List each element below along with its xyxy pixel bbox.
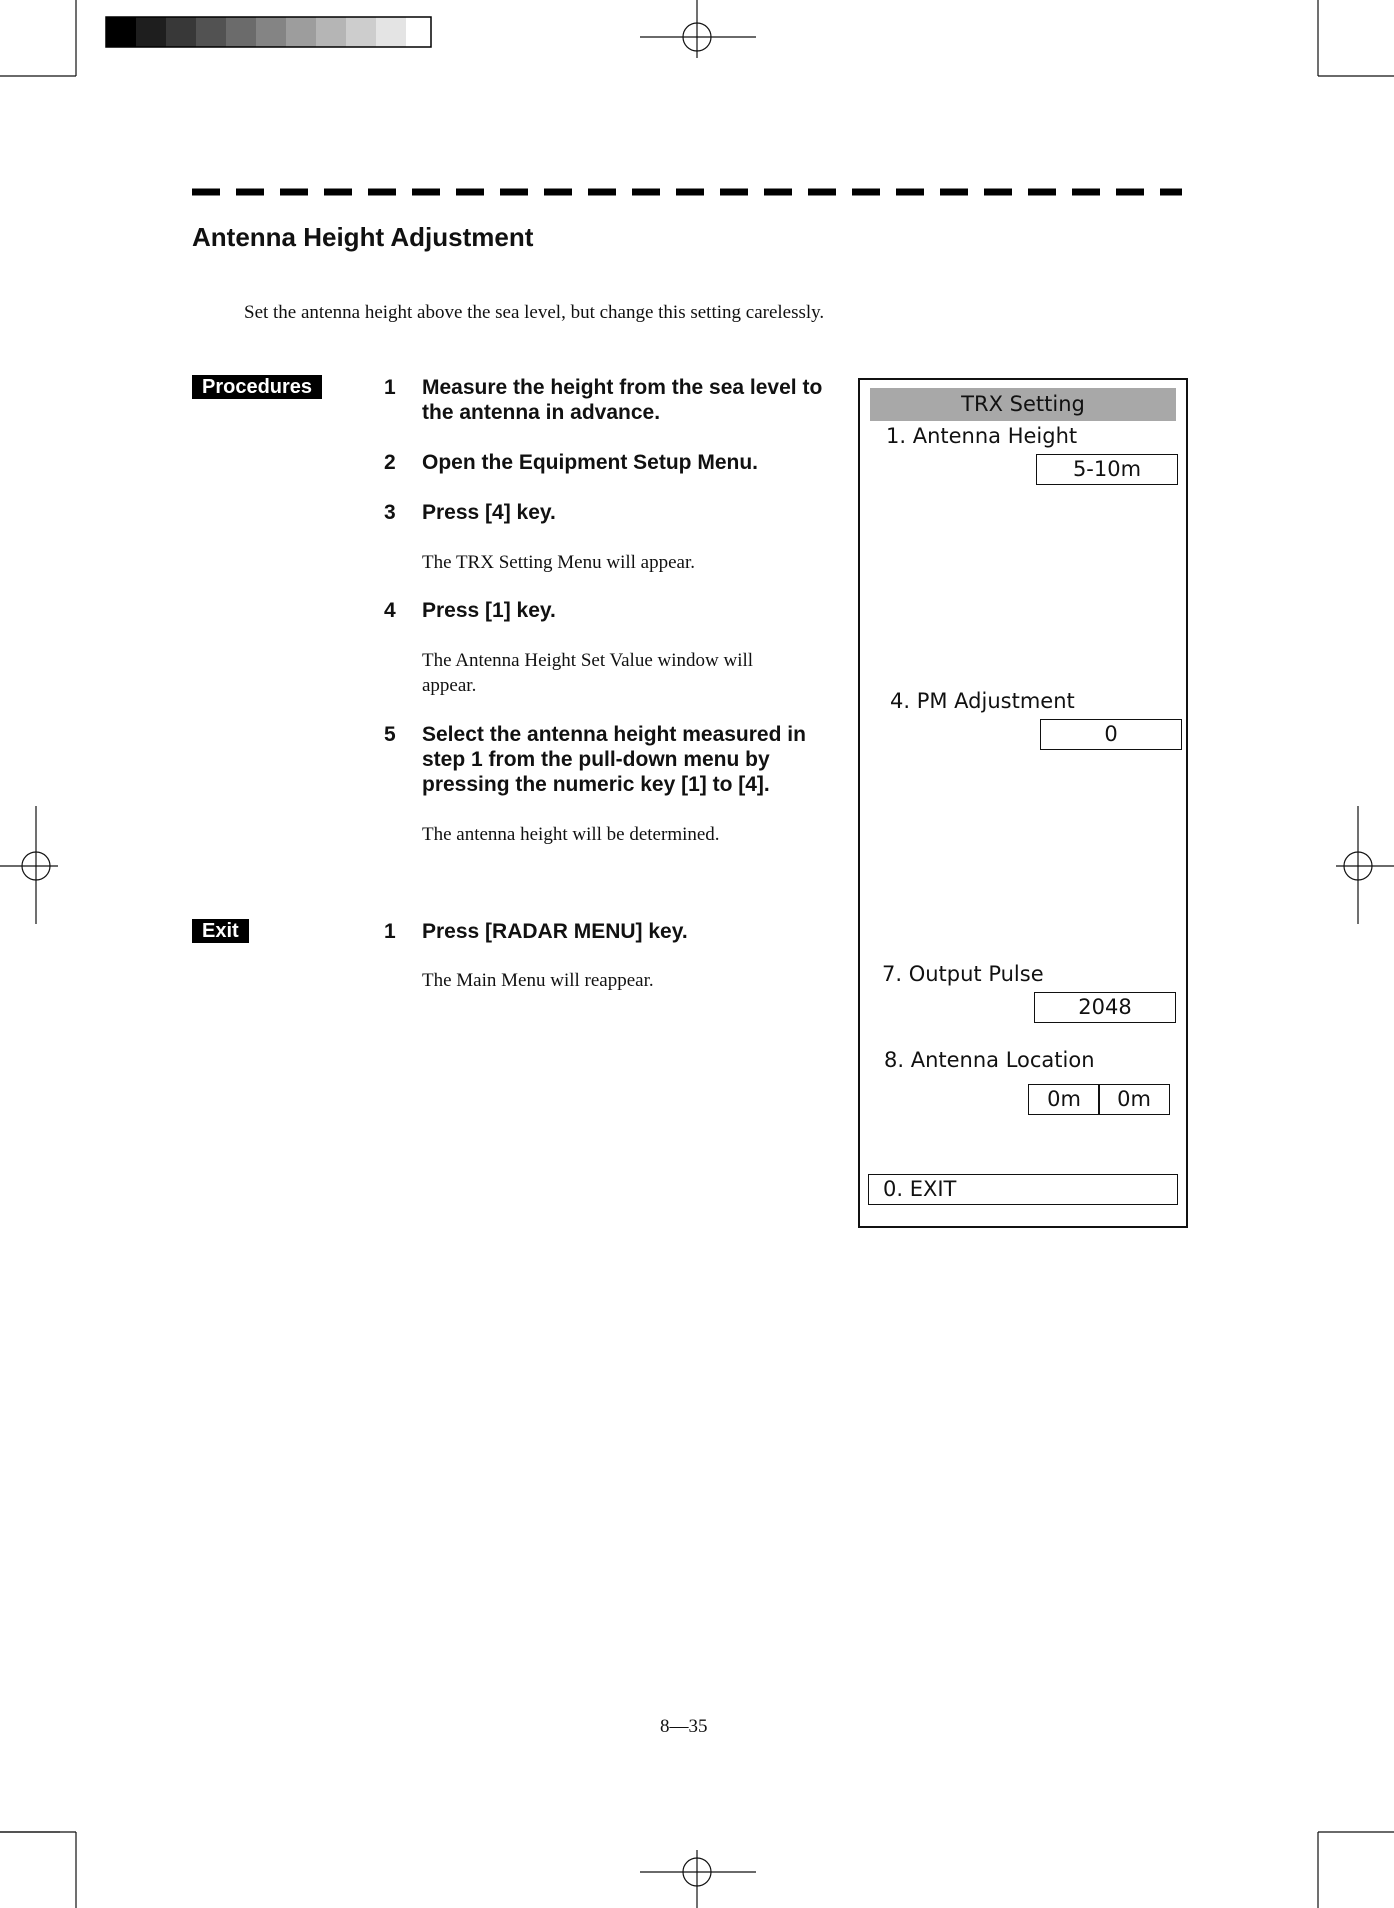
exit-step-note: The Main Menu will reappear. [422,970,654,991]
step-text: Press [RADAR MENU] key. [422,920,688,943]
procedure-step-5 [384,722,844,797]
section-title: Antenna Height Adjustment [192,222,534,252]
trx-setting-panel [858,378,1188,1228]
step-number: 4 [384,599,396,622]
procedure-step-4 [384,598,844,623]
procedures-tag: Procedures [192,375,322,399]
procedure-step-3 [384,500,844,525]
trx-panel-title: TRX Setting [870,388,1176,421]
antenna-location-label[interactable]: 8. Antenna Location [884,1048,1095,1072]
step-number: 1 [384,920,396,943]
step-number: 2 [384,451,396,474]
antenna-location-value-b[interactable]: 0m [1098,1084,1170,1115]
step-text: Press [1] key. [422,599,556,622]
procedure-step-2 [384,450,844,475]
antenna-height-value[interactable]: 5-10m [1036,454,1178,485]
step-number: 5 [384,723,396,746]
step-3-note: The TRX Setting Menu will appear. [422,552,695,573]
output-pulse-value[interactable]: 2048 [1034,992,1176,1023]
step-text: Open the Equipment Setup Menu. [422,451,758,474]
page-number: 8—35 [660,1716,708,1737]
procedure-step-1 [384,375,844,425]
antenna-height-label[interactable]: 1. Antenna Height [886,424,1078,448]
gray-scale-bar [106,17,436,47]
step-text: Measure the height from the sea level to the antenna in advance. [422,376,823,424]
step-number: 3 [384,501,396,524]
pm-adjustment-value[interactable]: 0 [1040,719,1182,750]
antenna-location-value-a[interactable]: 0m [1028,1084,1100,1115]
pm-adjustment-label[interactable]: 4. PM Adjustment [890,689,1075,713]
step-text: Press [4] key. [422,501,556,524]
exit-menu-item[interactable]: 0. EXIT [868,1174,1178,1205]
exit-tag: Exit [192,919,249,943]
intro-text: Set the antenna height above the sea level, but change this setting carelessly. [244,302,825,323]
step-5-note: The antenna height will be determined. [422,824,720,845]
exit-step-1 [384,919,844,944]
output-pulse-label[interactable]: 7. Output Pulse [882,962,1044,986]
step-4-note: The Antenna Height Set Value window will appear. [422,650,754,696]
step-text: Select the antenna height measured in step 1 from the pull-down menu by pressing the numeric key [1] to [4]. [422,723,806,796]
step-number: 1 [384,376,396,399]
